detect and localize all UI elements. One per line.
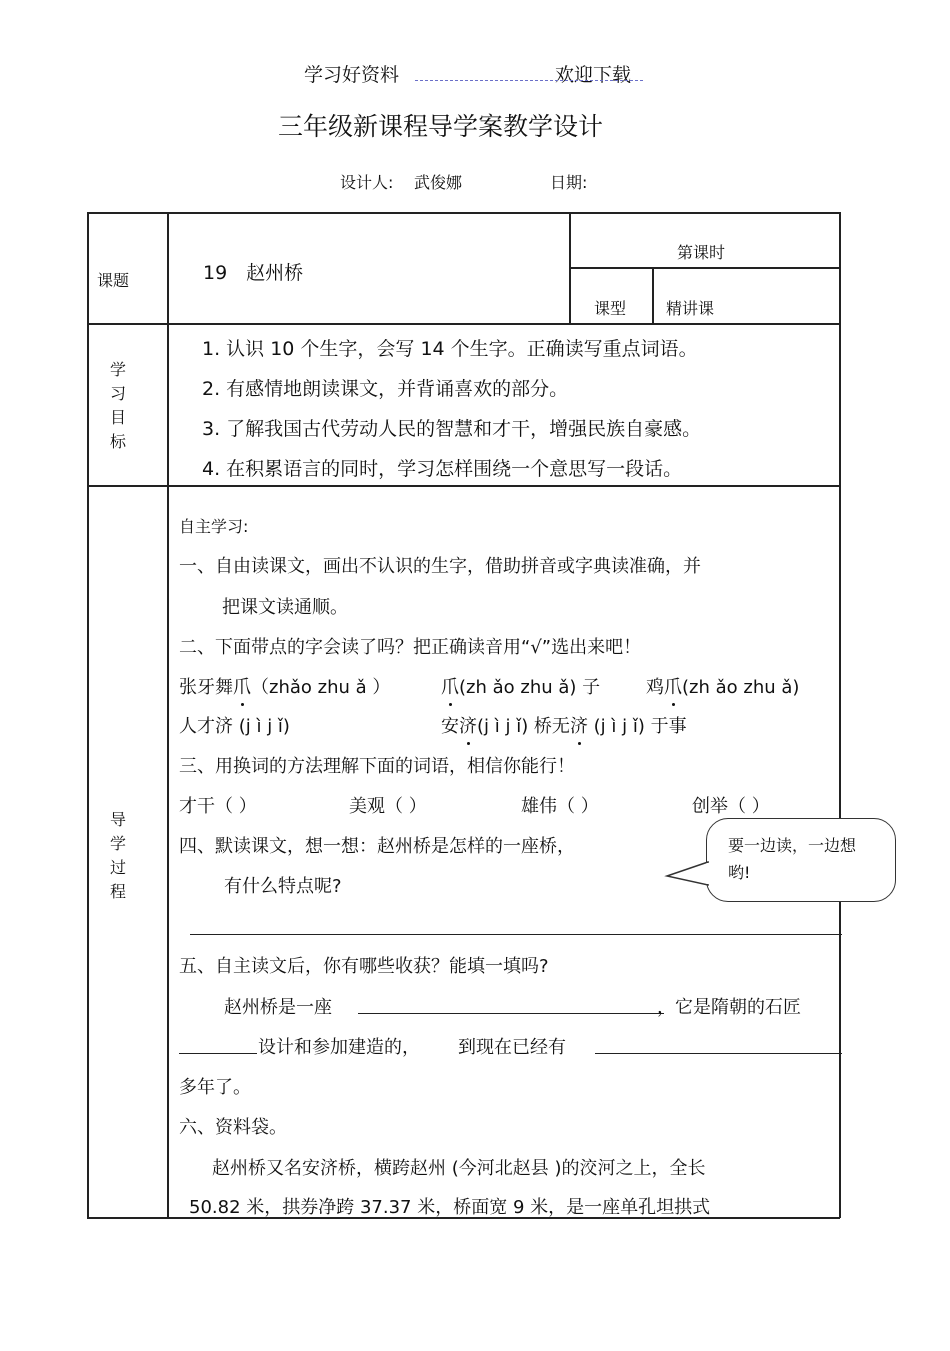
- word-blank: 才干（ ）: [179, 796, 257, 817]
- section-four-line2: 有什么特点呢?: [224, 876, 342, 897]
- section-three: 三、用换词的方法理解下面的词语，相信你能行！: [179, 756, 575, 777]
- designer-label: 设计人:: [340, 173, 394, 192]
- speech-bubble-tail: [664, 860, 710, 888]
- goal-item: 2. 有感情地朗读课文，并背诵喜欢的部分。: [202, 378, 569, 400]
- section-one-line1: 一、自由读课文，画出不认识的生字，借助拼音或字典读准确，并: [179, 556, 701, 577]
- fill-text: ，它是隋朝的石匠: [657, 997, 801, 1018]
- topic-title: 19 赵州桥: [203, 262, 304, 284]
- page-title: 三年级新课程导学案教学设计: [278, 112, 604, 141]
- fill-text: 到现在已经有: [458, 1037, 566, 1058]
- topic-label: 课题: [97, 271, 130, 290]
- fill-blank: [358, 1013, 664, 1014]
- header-right: 欢迎下载: [555, 64, 632, 86]
- process-label: 导 学 过 程: [109, 810, 126, 901]
- pronunciation-item: 鸡爪(zh ǎo zhu ǎ): [646, 673, 799, 699]
- fill-blank: [595, 1053, 842, 1054]
- answer-line: [190, 934, 842, 935]
- date-label: 日期:: [550, 173, 588, 192]
- word-blank: 雄伟（ ）: [521, 796, 599, 817]
- section-six: 六、资料袋。: [179, 1117, 287, 1138]
- word-blank: 创举（ ）: [692, 796, 770, 817]
- pronunciation-item: 安济(j ì j ǐ) 桥无济 (j ì j ǐ) 于事: [441, 712, 687, 738]
- period-label: 第课时: [677, 243, 726, 262]
- header-left: 学习好资料: [304, 64, 400, 86]
- goal-item: 1. 认识 10 个生字，会写 14 个生字。正确读写重点词语。: [202, 338, 698, 360]
- fill-text: 设计和参加建造的，: [258, 1037, 420, 1058]
- word-blank: 美观（ ）: [349, 796, 427, 817]
- info-paragraph: 50.82 米，拱券净跨 37.37 米，桥面宽 9 米，是一座单孔坦拱式: [189, 1197, 711, 1218]
- info-paragraph: 赵州桥又名安济桥，横跨赵州 (今河北赵县 )的洨河之上，全长: [212, 1158, 706, 1179]
- goal-item: 4. 在积累语言的同时，学习怎样围绕一个意思写一段话。: [202, 458, 683, 480]
- type-label: 课型: [594, 299, 627, 318]
- section-one-line2: 把课文读通顺。: [222, 597, 348, 618]
- fill-text: 多年了。: [179, 1077, 251, 1098]
- self-study-heading: 自主学习:: [179, 517, 249, 536]
- section-two: 二、下面带点的字会读了吗？把正确读音用“√”选出来吧！: [179, 637, 642, 658]
- fill-text: 赵州桥是一座: [224, 997, 332, 1018]
- pronunciation-item: 人才济 (j ì j ǐ): [179, 716, 290, 737]
- designer-name: 武俊娜: [414, 173, 463, 192]
- goal-item: 3. 了解我国古代劳动人民的智慧和才干，增强民族自豪感。: [202, 418, 702, 440]
- goals-label: 学 习 目 标: [109, 360, 126, 451]
- fill-blank: [179, 1053, 257, 1054]
- section-four-line1: 四、默读课文，想一想：赵州桥是怎样的一座桥，: [179, 836, 575, 857]
- section-five: 五、自主读文后，你有哪些收获？能填一填吗?: [179, 956, 549, 977]
- pronunciation-item: 张牙舞爪（zhǎo zhu ǎ ）: [179, 673, 390, 699]
- pronunciation-item: 爪(zh ǎo zhu ǎ) 子: [441, 673, 600, 699]
- type-value: 精讲课: [666, 299, 715, 318]
- header-underline: [415, 80, 643, 81]
- speech-bubble-text: 要一边读，一边想哟!: [728, 836, 857, 882]
